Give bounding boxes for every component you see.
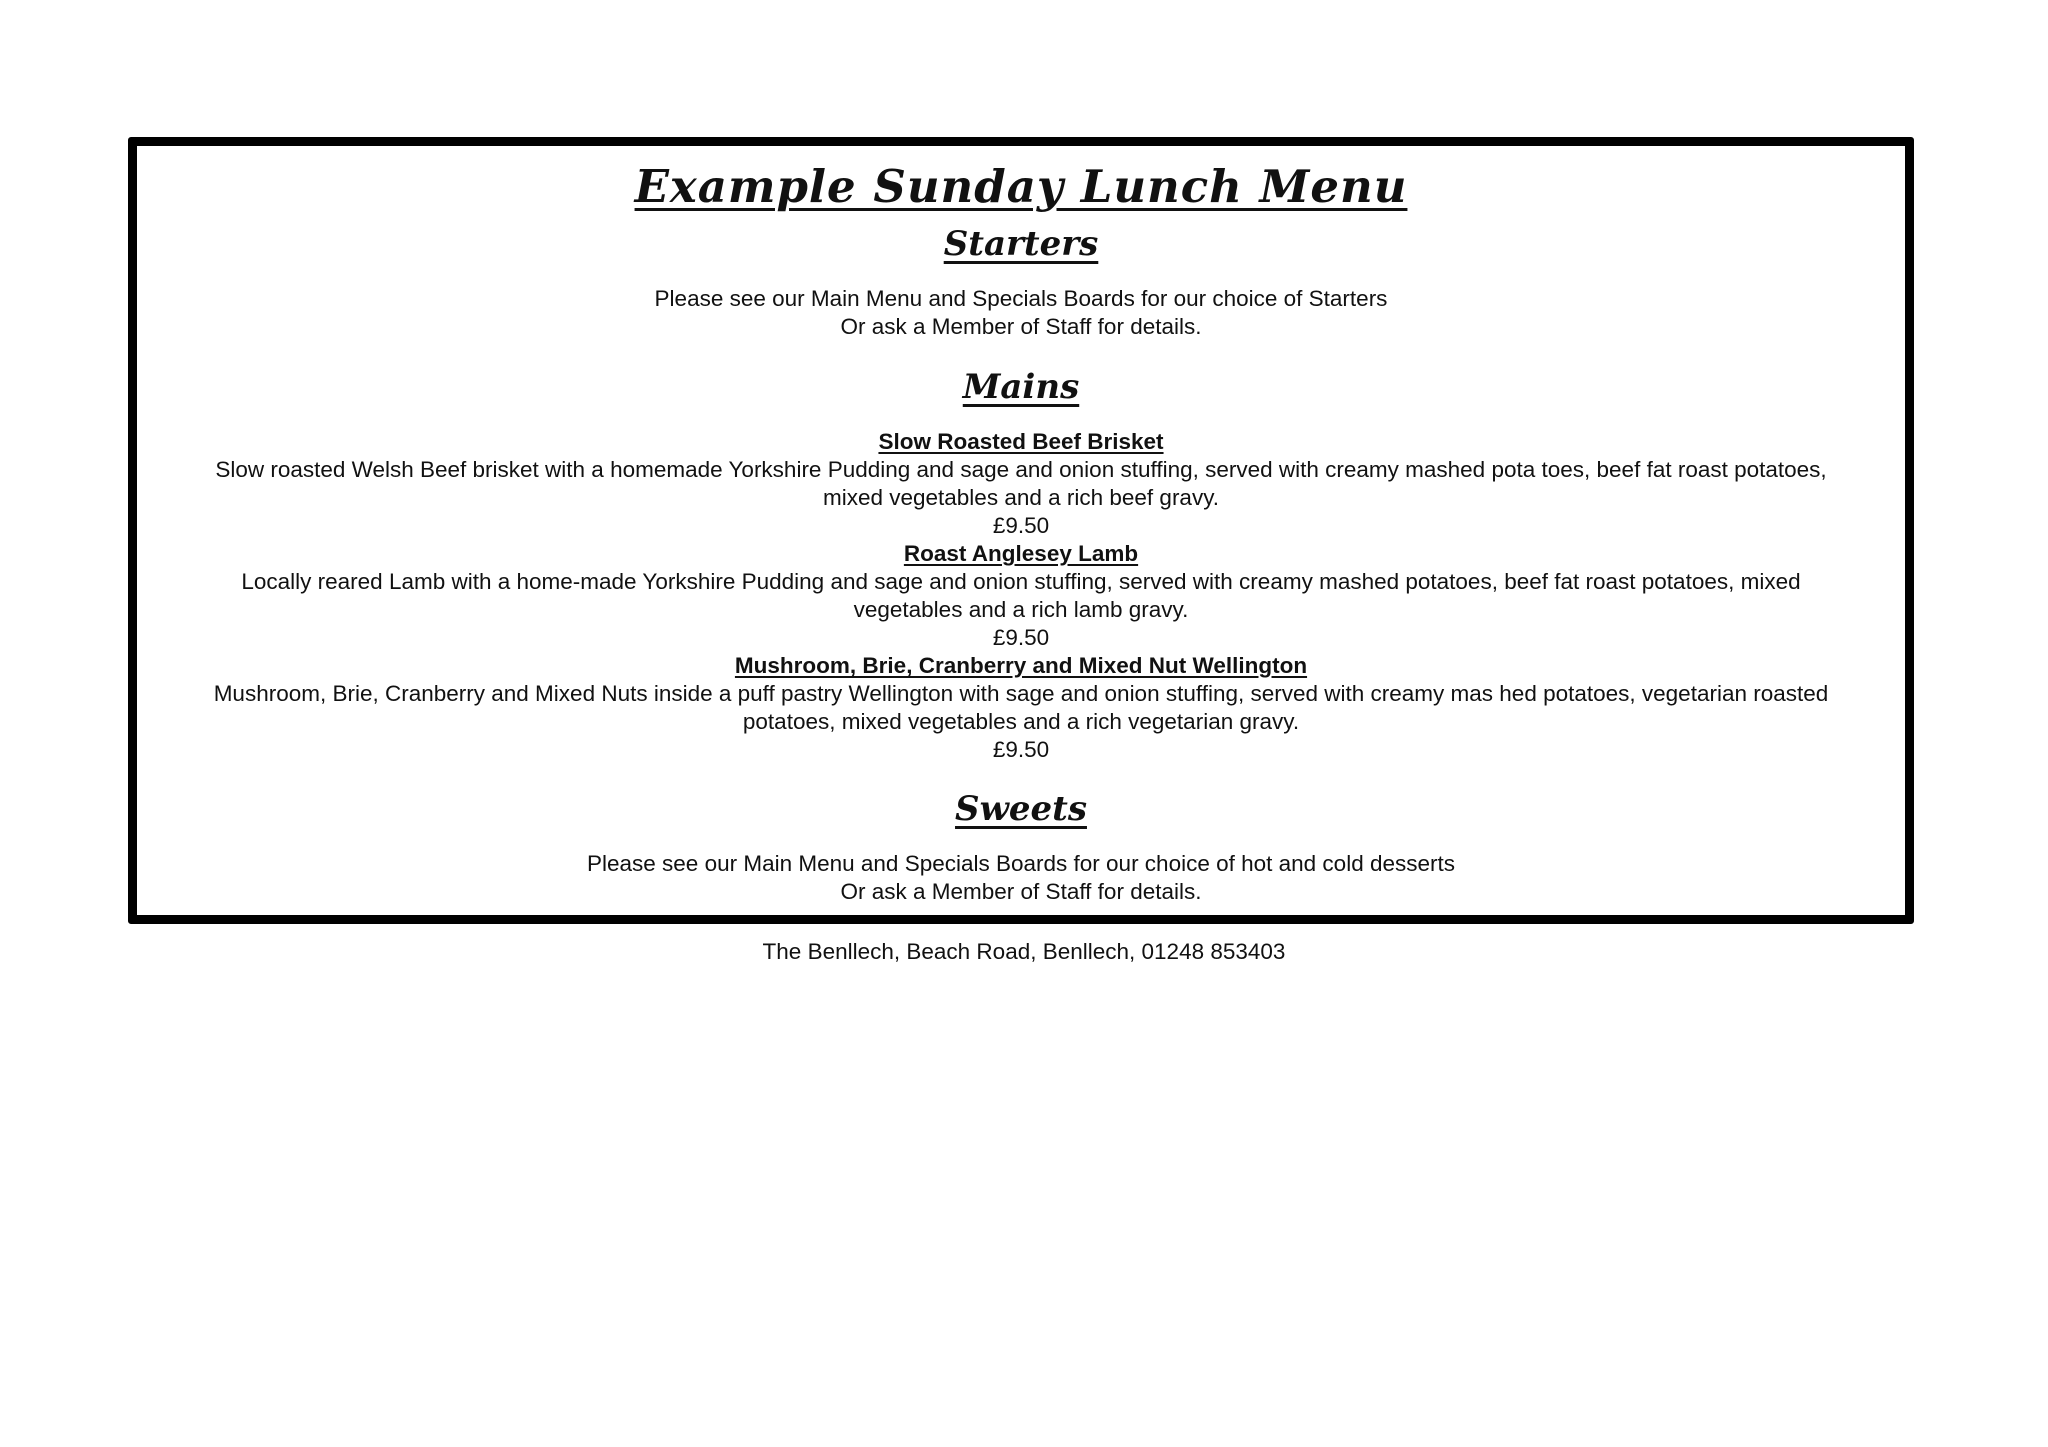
dish-description-line: Slow roasted Welsh Beef brisket with a homemade Yorkshire Pudding and sage and onion stuffing, served with creamy mashed pota toes, beef fat roast potatoes, <box>215 457 1827 482</box>
dish-name: Slow Roasted Beef Brisket <box>878 429 1164 454</box>
dish-description-line: mixed vegetables and a rich beef gravy. <box>822 485 1220 510</box>
dish-name: Roast Anglesey Lamb <box>903 541 1139 566</box>
dish-price: £9.50 <box>992 513 1050 538</box>
dish-description <box>137 456 1905 540</box>
dish-description <box>137 568 1905 652</box>
dish-description <box>137 680 1905 764</box>
sweets-heading: Sweets <box>955 789 1087 829</box>
sweets-line: Please see our Main Menu and Specials Boards for our choice of hot and cold desserts <box>587 851 1455 876</box>
starters-text <box>137 285 1905 341</box>
sweets-line: Or ask a Member of Staff for details. <box>840 879 1202 904</box>
dish-description-line: Locally reared Lamb with a home-made Yorkshire Pudding and sage and onion stuffing, served with creamy mashed potatoes, beef fat roast potatoes, mixed <box>241 569 1801 594</box>
dish-description-line: Mushroom, Brie, Cranberry and Mixed Nuts inside a puff pastry Wellington with sage and onion stuffing, served with creamy mas hed potatoes, vegetarian roasted <box>213 681 1829 706</box>
footer-address: The Benllech, Beach Road, Benllech, 01248 853403 <box>762 939 1286 964</box>
mains-heading: Mains <box>962 367 1080 407</box>
starters-line: Please see our Main Menu and Specials Boards for our choice of Starters <box>654 286 1388 311</box>
dish-price: £9.50 <box>992 737 1050 762</box>
sweets-text <box>137 850 1905 906</box>
menu-title: Example Sunday Lunch Menu <box>634 160 1408 213</box>
menu-frame <box>128 137 1914 924</box>
starters-heading: Starters <box>943 224 1099 264</box>
dish-description-line: vegetables and a rich lamb gravy. <box>853 597 1189 622</box>
dish-price: £9.50 <box>992 625 1050 650</box>
starters-line: Or ask a Member of Staff for details. <box>840 314 1202 339</box>
dish-name: Mushroom, Brie, Cranberry and Mixed Nut Wellington <box>734 653 1308 678</box>
dish-description-line: potatoes, mixed vegetables and a rich vegetarian gravy. <box>742 709 1300 734</box>
